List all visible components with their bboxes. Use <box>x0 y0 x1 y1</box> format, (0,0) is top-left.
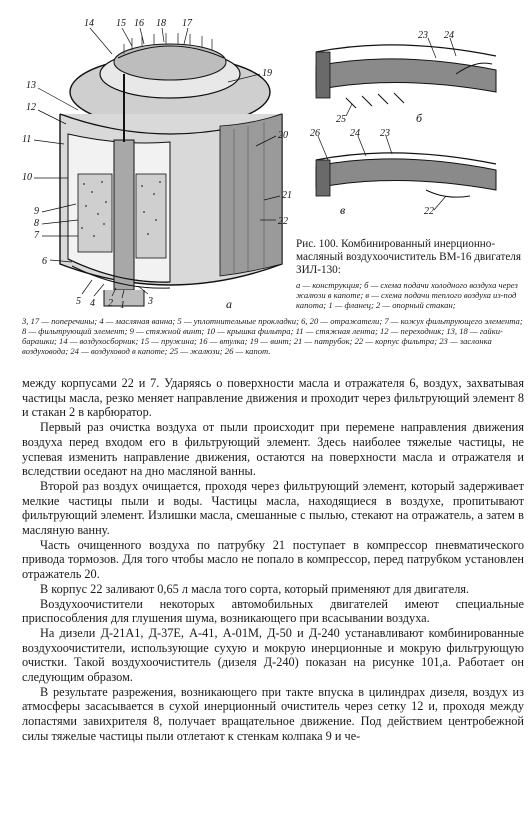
caption-note: а — конструкция; б — схема подачи холодного воздуха через жалюзи в капоте; в — схема подачи теплого воздуха из-под капота; 1 — фланец; 2 — опорный стакан; <box>296 280 518 310</box>
callout-label: 23 <box>380 128 390 139</box>
callout-label: 9 <box>34 206 39 217</box>
callout-label: 24 <box>350 128 360 139</box>
callout-label: 2 <box>108 298 113 309</box>
panel-label-a: а <box>226 297 232 311</box>
callout-label: 15 <box>116 18 126 29</box>
paragraph: В результате разрежения, возникающего при такте впуска в цилиндрах дизеля, воздух из атмосферы засасывается в сухой инерционный очиститель через сетку 12 и, проходя между лопастями завихрителя 8, получает вращательное движение. Под действием центробежной силы тяжелые частицы пыли отлетают к стенкам колпака 9 и че- <box>22 684 524 743</box>
callout-label: 8 <box>34 218 39 229</box>
callout-label: 14 <box>84 18 94 29</box>
paragraph: между корпусами 22 и 7. Ударяясь о поверхности масла и отражателя 6, воздух, захватывая частицы масла, резко меняет направление движения и проходит через фильтрующий элемент 8 и стакан 2 в карбюратор. <box>22 376 524 420</box>
panel-label-b: б <box>416 111 423 125</box>
callout-label: 12 <box>26 102 36 113</box>
callout-label: 20 <box>278 130 288 141</box>
callout-label: 1 <box>120 300 125 311</box>
panel-label-c: в <box>340 203 346 216</box>
callout-label: 10 <box>22 172 32 183</box>
paragraph: Второй раз воздух очищается, проходя через фильтрующий элемент, который задерживает мелкие частицы пыли и воды. Частицы масла, находящиеся в воздухе, пропитывают фильтрующий элемент. Излишки масла, смешанные с пылью, стекают на отражатель, а затем в масляную ванну. <box>22 478 524 538</box>
caption-legend: 3, 17 — поперечины; 4 — масляная ванна; 5 — уплотнительные прокладки; 6, 20 — отражатели; 7 — кожух фильтрующего элемента; 8 — фильтрующий элемент; 9 — стяжной винт; 10 — крышка фильтра; 11 — стяжная лента; 12 — переходник; 13, 18 — гайки-барашки; 14 — воздухосборник; 15 — пружина; 16 — втулка; 19 — винт; 21 — патрубок; 22 — корпус фильтра; 23 — заслонка воздуховода; 24 — воздуховод в капоте; 25 — жалюзи; 26 — капот. <box>22 316 523 356</box>
paragraph: На дизели Д-21А1, Д-37Е, А-41, А-01М, Д-50 и Д-240 устанавливают комбинированные воздухоочистители, использующие сухую и мокрую инерционные и мокрую фильтрующую очистки. Такой воздухоочиститель (дизеля Д-240) показан на рисунке 101,а. Работает он следующим образом. <box>22 625 524 685</box>
callout-label: 18 <box>156 18 166 29</box>
callout-label: 26 <box>310 128 320 139</box>
callout-label: 13 <box>26 80 36 91</box>
callout-label: 5 <box>76 296 81 307</box>
callout-label: 7 <box>34 230 39 241</box>
paragraph: В корпус 22 заливают 0,65 л масла того сорта, который применяют для двигателя. <box>40 581 470 596</box>
callout-label: 11 <box>22 134 32 145</box>
callout-label: 23 <box>418 30 428 41</box>
callout-label: 3 <box>148 296 153 307</box>
callout-label: 21 <box>282 190 292 201</box>
detail-b-illustration <box>306 30 506 126</box>
callout-label: 17 <box>182 18 192 29</box>
paragraph: Первый раз очистка воздуха от пыли происходит при перемене направления движения воздуха перед входом его в фильтрующий элемент. Здесь наиболее тяжелые частицы, не успевая изменить направление движения, остаются на поверхности масла и отражателя и вследствии оседают на дно масляной ванны. <box>22 420 524 479</box>
air-cleaner-cutaway-illustration <box>20 14 300 314</box>
detail-c-illustration <box>306 126 506 216</box>
callout-label: 6 <box>42 256 47 267</box>
callout-label: 22 <box>424 206 434 216</box>
callout-label: 19 <box>262 68 272 79</box>
paragraph: Воздухоочистители некоторых автомобильных двигателей имеют специальные приспособления для глушения шума, возникающего при всасывании воздуха. <box>22 596 524 626</box>
callout-label: 22 <box>278 216 288 227</box>
paragraph: Часть очищенного воздуха по патрубку 21 поступает в компрессор пневматического привода тормозов. Для того чтобы масло не попало в компрессор, перед патрубком установлен отражатель 20. <box>22 537 524 582</box>
callout-label: 16 <box>134 18 144 29</box>
callout-label: 25 <box>336 114 346 125</box>
caption-title: Рис. 100. Комбинированный инерционно-масляный воздухоочиститель ВМ-16 двигателя ЗИЛ-130: <box>296 238 522 276</box>
callout-label: 24 <box>444 30 454 41</box>
body-text <box>22 376 524 744</box>
callout-label: 4 <box>90 298 95 309</box>
figure-caption <box>296 238 524 310</box>
